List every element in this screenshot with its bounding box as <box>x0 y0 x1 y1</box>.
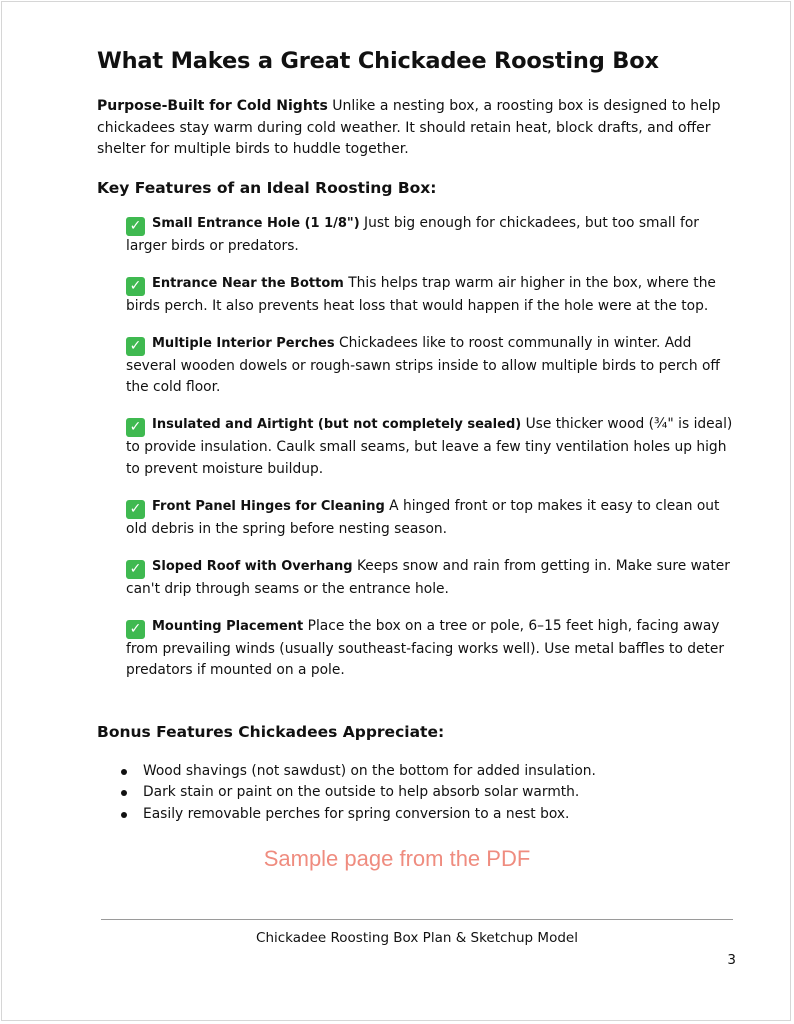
feature-text: This helps trap warm air higher in the box, where the birds perch. It also prevents heat loss that would happen if the hole were at the top. <box>126 274 716 314</box>
intro-text: Unlike a nesting box, a roosting box is designed to help chickadees stay warm during cold weather. It should retain heat, block drafts, and offer shelter for multiple birds to huddle together. <box>97 98 721 157</box>
feature-item <box>126 616 737 682</box>
bonus-item-text: Dark stain or paint on the outside to help absorb solar warmth. <box>143 784 580 800</box>
feature-title: Mounting Placement <box>152 618 304 634</box>
feature-text: A hinged front or top makes it easy to clean out old debris in the spring before nesting season. <box>126 497 720 537</box>
bonus-list <box>97 761 737 826</box>
page-number: 3 <box>727 952 736 968</box>
feature-item <box>126 333 737 399</box>
bullet-icon <box>121 790 127 796</box>
bonus-item-text: Wood shavings (not sawdust) on the bottom for added insulation. <box>143 762 596 779</box>
feature-text: Place the box on a tree or pole, 6–15 feet high, facing away from prevailing winds (usually southeast-facing works well). Use metal baffles to deter predators if mounted on a pole. <box>126 617 725 678</box>
feature-title: Small Entrance Hole (1 1/8") <box>152 215 360 231</box>
bonus-heading: Bonus Features Chickadees Appreciate: <box>97 722 445 741</box>
bonus-item-text: Easily removable perches for spring conversion to a nest box. <box>143 805 570 822</box>
feature-item <box>126 213 737 258</box>
check-mark-icon: ✓ <box>126 620 145 639</box>
feature-item <box>126 556 737 601</box>
footer-divider <box>101 919 733 920</box>
page-title: What Makes a Great Chickadee Roosting Box <box>97 48 659 74</box>
feature-title: Multiple Interior Perches <box>152 335 335 351</box>
list-item <box>97 761 737 783</box>
feature-title: Insulated and Airtight (but not completely sealed) <box>152 417 522 432</box>
check-mark-icon: ✓ <box>126 418 145 437</box>
feature-item <box>126 273 737 318</box>
check-mark-icon: ✓ <box>126 337 145 356</box>
bullet-icon <box>121 769 127 775</box>
feature-title: Entrance Near the Bottom <box>152 275 344 291</box>
intro-lead: Purpose-Built for Cold Nights <box>97 98 328 114</box>
footer-text: Chickadee Roosting Box Plan & Sketchup Model <box>256 930 578 946</box>
feature-item <box>126 414 737 480</box>
check-mark-icon: ✓ <box>126 217 145 236</box>
feature-text: Just big enough for chickadees, but too small for larger birds or predators. <box>126 214 699 254</box>
check-mark-icon: ✓ <box>126 560 145 579</box>
check-mark-icon: ✓ <box>126 500 145 519</box>
feature-list <box>126 213 737 682</box>
feature-text: Chickadees like to roost communally in winter. Add several wooden dowels or rough-sawn strips inside to allow multiple birds to perch off the cold floor. <box>126 334 720 395</box>
bullet-icon <box>121 812 127 818</box>
feature-title: Front Panel Hinges for Cleaning <box>152 498 385 514</box>
check-mark-icon: ✓ <box>126 277 145 296</box>
list-item <box>97 804 737 826</box>
feature-text: Keeps snow and rain from getting in. Make sure water can't drip through seams or the entrance hole. <box>126 557 730 597</box>
feature-title: Sloped Roof with Overhang <box>152 558 353 574</box>
feature-item <box>126 496 737 541</box>
feature-text: Use thicker wood (¾" is ideal) to provide insulation. Caulk small seams, but leave a few tiny ventilation holes up high to prevent moisture buildup. <box>126 416 733 477</box>
list-item <box>97 782 737 804</box>
sample-watermark: Sample page from the PDF <box>263 846 531 871</box>
page-content <box>97 44 737 825</box>
key-features-heading: Key Features of an Ideal Roosting Box: <box>97 178 437 197</box>
intro-paragraph <box>97 96 737 161</box>
